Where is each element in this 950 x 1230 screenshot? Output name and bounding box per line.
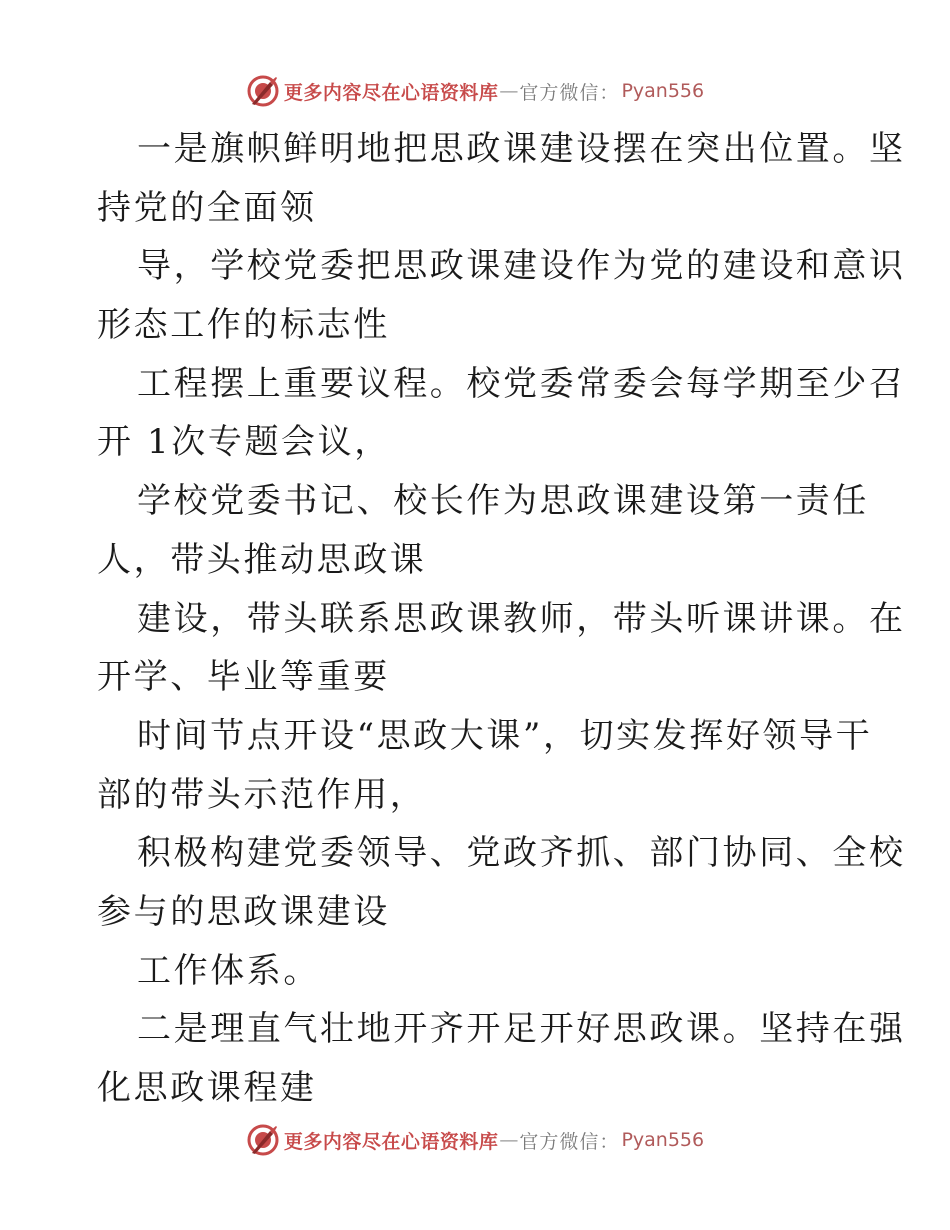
paragraph-line: 开 1次专题会议， bbox=[97, 422, 391, 463]
watermark-brand-text: 更多内容尽在心语资料库 bbox=[283, 1130, 499, 1153]
paragraph-line: 化思政课程建 bbox=[97, 1068, 317, 1108]
paragraph-line: 工作体系。 bbox=[137, 950, 320, 991]
paragraph-line: 人，带头推动思政课 bbox=[97, 539, 427, 580]
paragraph-line: 部的带头示范作用， bbox=[97, 774, 427, 815]
watermark-contact-label: 官方微信： bbox=[519, 81, 620, 104]
document-body bbox=[97, 120, 906, 1118]
watermark-contact-id: Pyan556 bbox=[621, 1129, 705, 1151]
paragraph-line: 持党的全面领 bbox=[97, 187, 317, 228]
paragraph-line: 一是旗帜鲜明地把思政课建设摆在突出位置。坚 bbox=[137, 129, 906, 169]
paragraph-line: 形态工作的标志性 bbox=[97, 305, 390, 346]
watermark-contact-id: Pyan556 bbox=[621, 80, 705, 102]
paragraph-line: 二是理直气壮地开齐开足开好思政课。坚持在强 bbox=[137, 1009, 906, 1050]
paragraph-line: 开学、毕业等重要 bbox=[97, 657, 390, 698]
paragraph-line: 建设，带头联系思政课教师，带头听课讲课。在 bbox=[137, 598, 906, 639]
paragraph-line: 时间节点开设“思政大课”，切实发挥好领导干 bbox=[137, 715, 873, 756]
paragraph-line: 导，学校党委把思政课建设作为党的建设和意识 bbox=[137, 246, 906, 287]
watermark-separator: — bbox=[499, 80, 519, 102]
paragraph-line: 积极构建党委领导、党政齐抓、部门协同、全校 bbox=[137, 833, 906, 874]
watermark-brand-text: 更多内容尽在心语资料库 bbox=[283, 81, 499, 104]
paragraph-line: 学校党委书记、校长作为思政课建设第一责任 bbox=[137, 481, 869, 522]
watermark-separator: — bbox=[499, 1129, 519, 1151]
paragraph-line: 工程摆上重要议程。校党委常委会每学期至少召 bbox=[137, 363, 906, 404]
quill-seal-icon bbox=[246, 74, 280, 108]
paragraph-line: 参与的思政课建设 bbox=[97, 891, 390, 932]
quill-seal-icon bbox=[246, 1123, 280, 1157]
header-watermark bbox=[0, 71, 950, 111]
watermark-contact-label: 官方微信： bbox=[519, 1130, 620, 1153]
footer-watermark bbox=[0, 1120, 950, 1160]
